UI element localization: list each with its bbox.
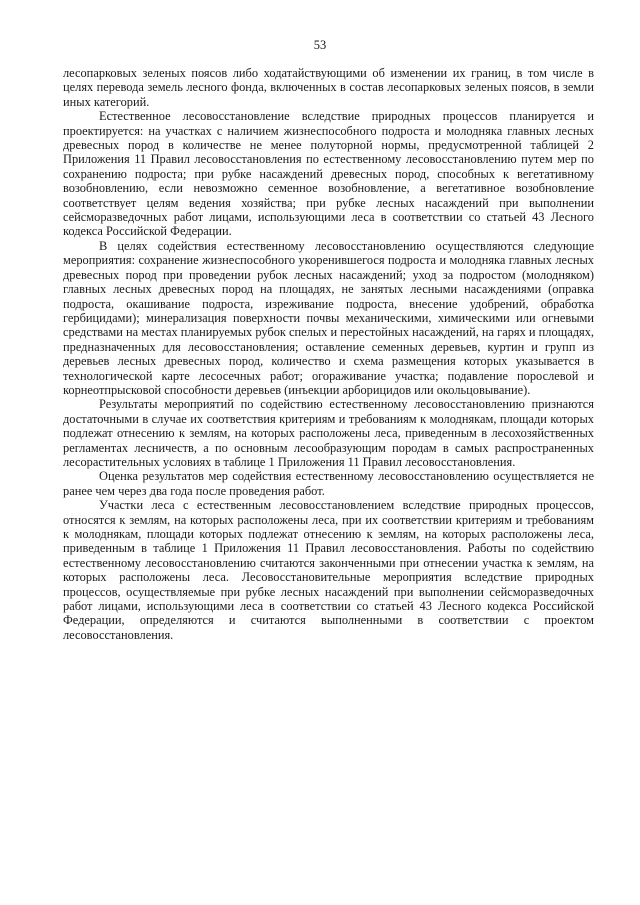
- paragraph-forest-land-classification: Участки леса с естественным лесовосстановлением вследствие природных процессов, относятся к землям, на которых расположены леса, при их соответствии критериям и требованиям к молоднякам, площади которых подлежат отнесению к землям, на которых расположены леса, приведенным в таблице 1 Приложения 11 Правил лесовосстановления. Работы по содействию естественному лесовосстановлению считаются законченными при отнесении участка к землям, на которых расположены леса. Лесовосстановительные мероприятия вследствие природных процессов, осуществляемые при рубке лесных насаждений при выполнении сейсморазведочных работ лицами, использующими леса в соответствии со статьей 43 Лесного кодекса Российской Федерации, определяются и считаются выполненными в соответствии с проектом лесовосстановления.: [63, 498, 594, 642]
- paragraph-assistance-measures: В целях содействия естественному лесовосстановлению осуществляются следующие мероприятия: сохранение жизнеспособного укоренившегося подроста и молодняка главных лесных древесных пород при проведении рубок лесных насаждений; уход за подростом (молодняком) главных лесных древесных пород на площадях, не занятых лесными насаждениями (оправка подроста, окашивание подроста, изреживание подроста, внесение удобрений, обработка гербицидами); минерализация поверхности почвы механическими, химическими или огневыми средствами на местах планируемых рубок спелых и перестойных насаждений, на гарях и площадях, предназначенных для лесовосстановления; оставление семенных деревьев, куртин и групп из деревьев лесных древесных пород, количество и схема размещения которых указывается в технологической карте лесосечных работ; огораживание участка; подавление порослевой и корнеотпрысковой способности деревьев (инъекции арборицидов или окольцовывание).: [63, 238, 594, 397]
- paragraph-natural-reforestation: Естественное лесовосстановление вследствие природных процессов планируется и проектируется: на участках с наличием жизнеспособного подроста и молодняка главных лесных древесных пород в количестве не менее полуторной нормы, предусмотренной таблицей 2 Приложения 11 Правил лесовосстановления по естественному лесовосстановлению путем мер по сохранению подроста; при рубке насаждений древесных пород, способных к вегетативному возобновлению, если невозможно семенное возобновление, а вегетативное возобновление соответствует целям ведения хозяйства; при рубке лесных насаждений при выполнении сейсморазведочных работ лицами, использующими леса в соответствии со статьей 43 Лесного кодекса Российской Федерации.: [63, 109, 594, 239]
- page-number: 53: [313, 38, 327, 52]
- paragraph-results-criteria: Результаты мероприятий по содействию естественному лесовосстановлению признаются достаточными в случае их соответствия критериям и требованиям к молоднякам, площади которых подлежат отнесению к землям, на которых расположены леса, приведенным в лесохозяйственных регламентах лесничеств, а по основным лесообразующим породам в самых распространенных лесорастительных условиях в таблице 1 Приложения 11 Правил лесовосстановления.: [63, 397, 594, 469]
- document-body: [63, 66, 594, 642]
- paragraph-continuation: лесопарковых зеленых поясов либо ходатайствующими об изменении их границ, в том числе в целях перевода земель лесного фонда, включенных в состав лесопарковых зеленых поясов, в земли иных категорий.: [63, 66, 594, 109]
- paragraph-assessment-timing: Оценка результатов мер содействия естественному лесовосстановлению осуществляется не ранее чем через два года после проведения работ.: [63, 469, 594, 498]
